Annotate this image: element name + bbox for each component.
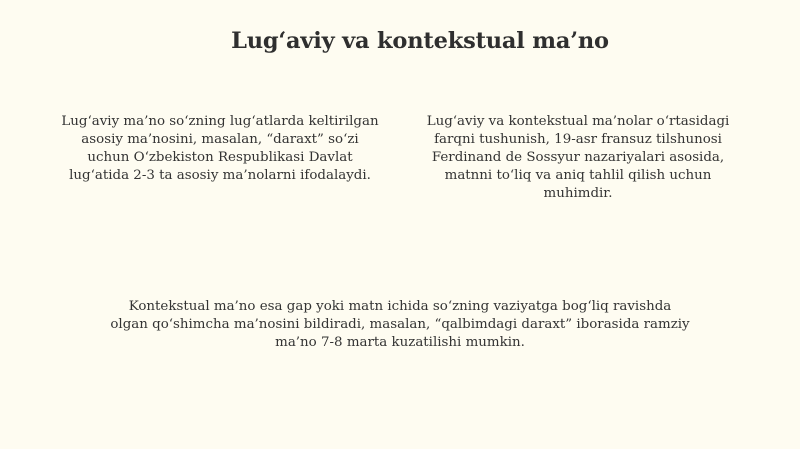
slide-title: Lug‘aviy va kontekstual ma’no [231,28,609,54]
paragraph-meaning-difference: Lug‘aviy va kontekstual ma’nolar o‘rtasidagi farqni tushunish, 19-asr fransuz tilshunosi Ferdinand de Sossyur nazariyalari asosida, matnni to‘liq va aniq tahlil qilish uchun muhimdir. [426,114,730,201]
paragraph-contextual-meaning: Kontekstual ma’no esa gap yoki matn ichida so‘zning vaziyatga bog‘liq ravishda olgan qo‘shimcha ma’nosini bildiradi, masalan, “qalbimdagi daraxt” iborasida ramziy ma’no 7-8 marta kuzatilishi mumkin. [110,299,690,350]
paragraph-lexical-meaning: Lug‘aviy ma’no so‘zning lug‘atlarda keltirilgan asosiy ma’nosini, masalan, “daraxt” so‘zi uchun O‘zbekiston Respublikasi Davlat lug‘atida 2-3 ta asosiy ma’nolarni ifodalaydi. [61,114,379,183]
